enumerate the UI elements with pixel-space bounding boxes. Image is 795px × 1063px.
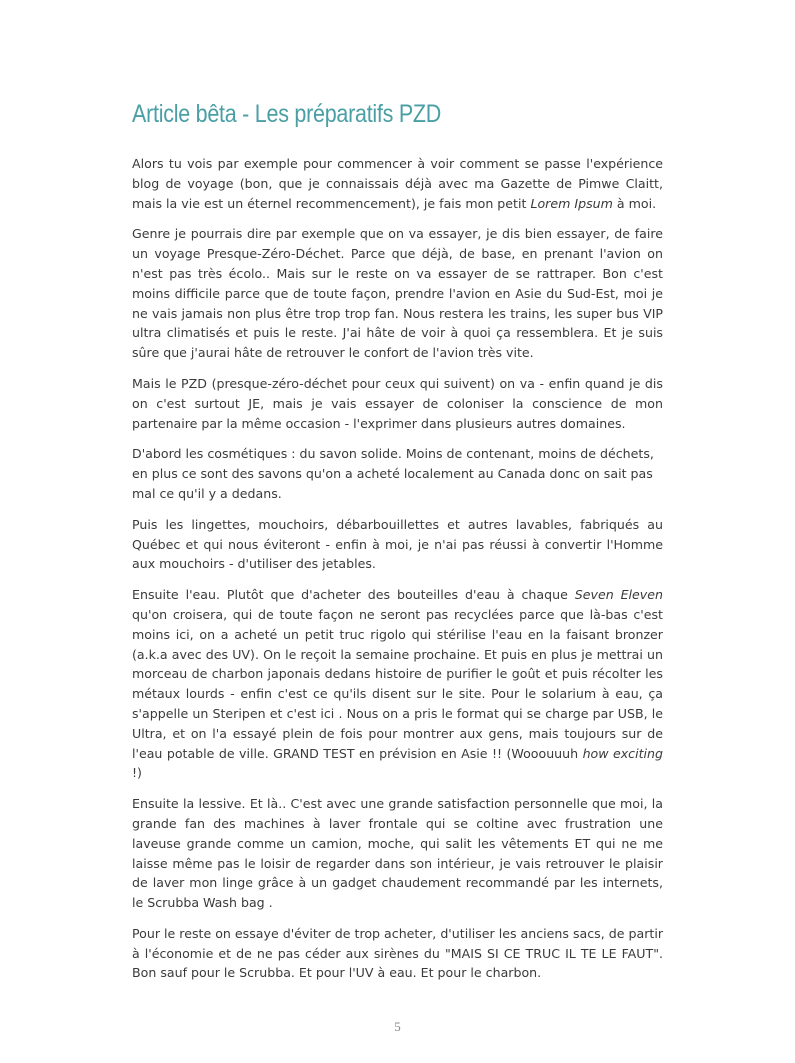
paragraph-intro bbox=[132, 154, 663, 213]
paragraph-text: Alors tu vois par exemple pour commencer à voir comment se passe l'expérience blog de voyage (bon, que je connaissais déjà avec ma Gazette de Pimwe Claitt, mais la vie est un éternel recommencement), je fais mon petit bbox=[132, 156, 663, 211]
article-body bbox=[132, 154, 663, 994]
paragraph-text: Ensuite l'eau. Plutôt que d'acheter des bouteilles d'eau à chaque bbox=[132, 587, 575, 603]
paragraph-conclusion: Pour le reste on essaye d'éviter de trop acheter, d'utiliser les anciens sacs, de partir à l'économie et de ne pas céder aux sirènes du "MAIS SI CE TRUC IL TE LE FAUT". Bon sauf pour le Scrubba. Et pour l'UV à eau. Et pour le charbon. bbox=[132, 925, 663, 981]
paragraph-cosmetics: D'abord les cosmétiques : du savon solide. Moins de contenant, moins de déchets, en plus ce sont des savons qu'on a acheté localement au Canada donc on sait pas mal ce qu'il y a dedans. bbox=[132, 446, 654, 501]
emphasis-text: Seven Eleven bbox=[574, 587, 663, 603]
paragraph-laundry: Ensuite la lessive. Et là.. C'est avec une grande satisfaction personnelle que moi, la grande fan des machines à laver frontale qui se coltine avec frustration une laveuse grande comme un camion, moche, qui salit les vêtements ET qui ne me laisse même pas le loisir de regarder dans son intérieur, je vais retrouver le plaisir de laver mon linge grâce à un gadget chaudement recommandé par les internets, le Scrubba Wash bag . bbox=[132, 796, 663, 911]
article-title: Article bêta - Les préparatifs PZD bbox=[132, 100, 442, 128]
page-number: 5 bbox=[394, 1019, 401, 1034]
paragraph-reusables: Puis les lingettes, mouchoirs, débarbouillettes et autres lavables, fabriqués au Québec et qui nous éviteront - enfin à moi, je n'ai pas réussi à convertir l'Homme aux mouchoirs - d'utiliser des jetables. bbox=[132, 516, 663, 572]
paragraph-text: !) bbox=[132, 765, 142, 781]
paragraph-pzd: Mais le PZD (presque-zéro-déchet pour ceux qui suivent) on va - enfin quand je dis on c'est surtout JE, mais je vais essayer de coloniser la conscience de mon partenaire par la même occasion - l'exprimer dans plusieurs autres domaines. bbox=[132, 375, 663, 431]
paragraph-text: à moi. bbox=[612, 195, 657, 211]
emphasis-text: how exciting bbox=[582, 745, 664, 761]
paragraph-water bbox=[132, 585, 663, 783]
paragraph-text: qu'on croisera, qui de toute façon ne seront pas recyclées parce que là-bas c'est moins ici, on a acheté un petit truc rigolo qui stérilise l'eau en la faisant bronzer (a.k.a avec des UV). On le reçoit la semaine prochaine. Et puis en plus je mettrai un morceau de charbon japonais dedans histoire de purifier le goût et puis récolter les métaux lourds - enfin c'est ce qu'ils disent sur le site. Pour le solarium à eau, ça s'appelle un Steripen et c'est ici . Nous on a pris le format qui se charge par USB, le Ultra, et on l'a essayé plein de fois pour montrer aux gens, mais toujours sur de l'eau potable de ville. GRAND TEST en prévision en Asie !! (Wooouuuh bbox=[132, 606, 663, 761]
paragraph-zero-waste: Genre je pourrais dire par exemple que on va essayer, je dis bien essayer, de faire un voyage Presque-Zéro-Déchet. Parce que déjà, de base, en prenant l'avion on n'est pas très écolo.. Mais sur le reste on va essayer de se rattraper. Bon c'est moins difficile parce que de toute façon, prendre l'avion en Asie du Sud-Est, moi je ne vais jamais non plus être trop trop fan. Nous restera les trains, les super bus VIP ultra climatisés et puis le reste. J'ai hâte de voir à quoi ça ressemblera. Et je suis sûre que j'aurai hâte de retrouver le confort de l'avion très vite. bbox=[132, 226, 663, 361]
emphasis-text: Lorem Ipsum bbox=[530, 195, 613, 211]
